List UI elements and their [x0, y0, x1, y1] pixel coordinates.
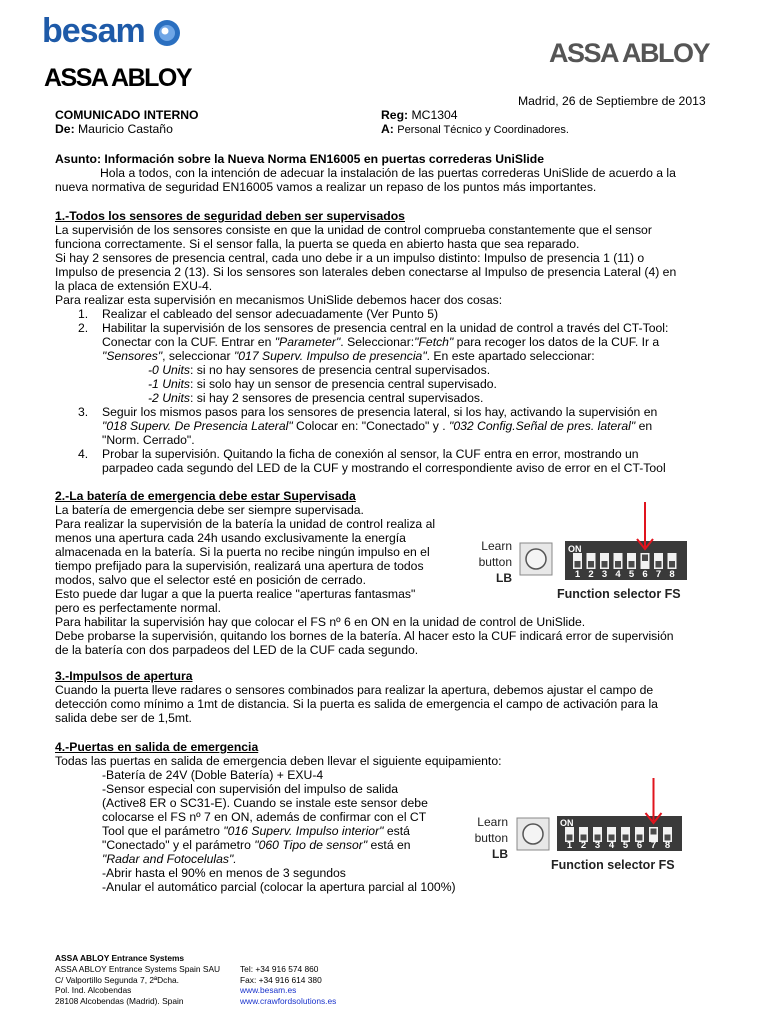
paragraph-line: Para realizar la supervisión de la batería la unidad de control realiza al — [55, 517, 436, 531]
section-heading: 3.-Impulsos de apertura — [55, 669, 193, 683]
intro-line: Hola a todos, con la intención de adecuar la instalación de las puertas correderas UniSlide de acuerdo a la — [100, 166, 676, 180]
document-date: Madrid, 26 de Septiembre de 2013 — [518, 94, 706, 108]
list-item: Habilitar la supervisión de los sensores de presencia central en la unidad de control a través del CT-Tool: — [102, 321, 669, 335]
paragraph-line: pero es perfectamente normal. — [55, 601, 221, 615]
learn-button-label: Learn button LB — [478, 539, 512, 585]
paragraph-line: modos, salvo que el selector esté en posición de cerrado. — [55, 573, 366, 587]
figure-caption: Function selector FS — [557, 587, 681, 601]
equipment-item: -Batería de 24V (Doble Batería) + EXU-4 — [102, 768, 324, 782]
from-label: De: — [55, 122, 75, 136]
switch-number: 4 — [608, 840, 615, 851]
paragraph-line: funciona correctamente. Si el sensor falla, la puerta se queda en abierto hasta que sea reparado. — [55, 237, 580, 251]
footer-address: Pol. Ind. Alcobendas — [55, 985, 132, 995]
footer-address: 28108 Alcobendas (Madrid). Spain — [55, 995, 184, 1006]
switch-number: 2 — [588, 569, 594, 580]
paragraph-line: Cuando la puerta lleve radares o sensores combinados para realizar la apertura, debemos ajustar el campo de — [55, 683, 654, 697]
switch-number: 1 — [574, 569, 581, 580]
besam-logo: besam — [42, 12, 145, 51]
footer-tel: Tel: +34 916 574 860 — [240, 964, 319, 974]
red-arrow-icon — [637, 502, 653, 549]
switch-number: 7 — [655, 569, 662, 580]
on-label: ON — [560, 818, 574, 828]
footer-company: ASSA ABLOY Entrance Systems Spain SAU — [55, 964, 221, 974]
equipment-item: (Active8 ER o SC31-E). Cuando se instale este sensor debe — [102, 796, 428, 810]
paragraph-line: salida debe ser de 1,5mt. — [55, 711, 192, 725]
paragraph-line: la placa de extensión EXU-4. — [55, 279, 213, 293]
assa-abloy-logo-right: ASSA ABLOY — [549, 38, 710, 68]
learn-button-label: Learn button LB — [474, 815, 508, 861]
on-label: ON — [568, 544, 582, 554]
switch-number: 3 — [594, 840, 601, 851]
list-number: 1. — [78, 307, 89, 321]
equipment-item: "Conectado" y el parámetro "060 Tipo de sensor" está en — [102, 838, 411, 852]
paragraph-line: almacenada en la batería. Si la puerta no recibe ningún impulso en el — [55, 545, 430, 559]
switch-number: 7 — [650, 840, 657, 851]
dip-switch-knob — [602, 561, 608, 568]
paragraph-line: de la batería con dos parpadeos del LED de la CUF cada segundo. — [55, 643, 419, 657]
switch-number: 8 — [664, 840, 671, 851]
paragraph-line: menos una apertura cada 24h usando exclusivamente la energía — [55, 531, 406, 545]
learn-button-knob — [523, 824, 543, 844]
dip-switch-knob — [588, 561, 594, 568]
equipment-item: Tool que el parámetro "016 Superv. Impulso interior" está — [102, 824, 410, 838]
paragraph-line: Esto puede dar lugar a que la puerta realice "aperturas fantasmas" — [55, 587, 416, 601]
reg-label: Reg: — [381, 108, 409, 122]
switch-number: 8 — [669, 569, 675, 580]
section-heading: 4.-Puertas en salida de emergencia — [55, 740, 259, 754]
dip-switch-knob — [669, 561, 675, 568]
switch-number: 2 — [580, 840, 587, 851]
list-item-continued: "Norm. Cerrado". — [102, 433, 195, 447]
paragraph-line: Para habilitar la supervisión hay que colocar el FS nº 6 en ON en la unidad de control de UniSlide. — [55, 615, 586, 629]
paragraph-line: La batería de emergencia debe ser siempre supervisada. — [55, 503, 364, 517]
to-label: A: — [381, 122, 394, 136]
footer-fax: Fax: +34 916 614 380 — [240, 974, 322, 985]
reg-value: MC1304 — [411, 108, 458, 122]
learn-button-knob — [526, 549, 546, 569]
dip-switch-knob — [651, 829, 657, 835]
paragraph-line: detección como mínimo a 1mt de distancia. Si la puerta es salida de emergencia el campo de activación para la — [55, 697, 658, 711]
equipment-item: -Abrir hasta el 90% en menos de 3 segundos — [102, 866, 346, 880]
paragraph-line: Impulso de presencia 2 (13). Si los sensores son laterales deben conectarse al Impulso de presencia Lateral (4) en — [55, 265, 677, 279]
equipment-item: "Radar and Fotocelulas". — [102, 852, 237, 866]
dip-switch-knob — [615, 561, 621, 568]
list-item-continued: "018 Superv. De Presencia Lateral" Colocar en: "Conectado" y . "032 Config.Señal de pres. lateral" en — [102, 419, 653, 433]
switch-number: 3 — [601, 569, 608, 580]
assa-abloy-logo-left: ASSA ABLOY — [44, 64, 192, 92]
paragraph-line: Debe probarse la supervisión, quitando los bornes de la batería. Al hacer esto la CUF indicará error de supervisión — [55, 629, 674, 643]
list-item-continued: parpadeo cada segundo del LED de la CUF y mostrando el correspondiente aviso de error en el CT-Tool — [102, 461, 666, 475]
dip-switch-knob — [642, 555, 648, 562]
footer-web-link[interactable]: www.besam.es — [240, 985, 297, 995]
list-number: 2. — [78, 321, 89, 335]
switch-number: 6 — [642, 569, 648, 580]
paragraph-line: Si hay 2 sensores de presencia central, cada uno debe ir a un impulso distinto: Impulso de presencia 1 (11) o — [55, 251, 645, 265]
dip-switch-knob — [629, 561, 635, 568]
list-item: Realizar el cableado del sensor adecuadamente (Ver Punto 5) — [102, 307, 439, 321]
switch-number: 5 — [628, 569, 635, 580]
list-item-continued: Conectar con la CUF. Entrar en "Parameter". Seleccionar:"Fetch" para recoger los datos de la CUF. Ir a — [102, 335, 660, 349]
intro-line: nueva normativa de seguridad EN16005 vamos a realizar un repaso de los puntos más importantes. — [55, 180, 597, 194]
units-option: -1 Units: si solo hay un sensor de presencia central supervisado. — [148, 377, 497, 391]
switch-number: 6 — [636, 840, 643, 851]
function-selector-figure — [470, 500, 700, 605]
dip-switch-knob — [575, 561, 581, 568]
reg-field — [381, 108, 458, 122]
paragraph-line: Para realizar esta supervisión en mecanismos UniSlide debemos hacer dos cosas: — [55, 293, 503, 307]
list-number: 3. — [78, 405, 89, 419]
list-item: Seguir los mismos pasos para los sensores de presencia lateral, si los hay, activando la supervisión en — [102, 405, 658, 419]
paragraph-line: La supervisión de los sensores consiste en que la unidad de control comprueba constantemente que el sensor — [55, 223, 652, 237]
list-number: 4. — [78, 447, 89, 461]
memo-title: COMUNICADO INTERNO — [55, 108, 199, 122]
paragraph-line: tiempo prefijado para la supervisión, realizará una apertura de todos — [55, 559, 424, 573]
list-item-continued: "Sensores", seleccionar "017 Superv. Impulso de presencia". En este apartado seleccionar: — [102, 349, 595, 363]
footer-web-link[interactable]: www.crawfordsolutions.es — [240, 995, 337, 1006]
units-option: -0 Units: si no hay sensores de presencia central supervisados. — [148, 363, 491, 377]
to-field — [381, 122, 569, 136]
equipment-item: colocarse el FS nº 7 en ON, además de confirmar con el CT — [102, 810, 427, 824]
from-value: Mauricio Castaño — [78, 122, 173, 136]
paragraph-line: Todas las puertas en salida de emergencia deben llevar el siguiente equipamiento: — [55, 754, 502, 768]
section-heading: 1.-Todos los sensores de seguridad deben ser supervisados — [55, 209, 405, 223]
function-selector-figure — [468, 776, 698, 881]
footer-company-bold: ASSA ABLOY Entrance Systems — [55, 953, 185, 963]
units-option: -2 Units: si hay 2 sensores de presencia central supervisados. — [148, 391, 484, 405]
figure-caption: Function selector FS — [551, 858, 675, 872]
to-value: Personal Técnico y Coordinadores. — [397, 124, 569, 136]
section-heading: 2.-La batería de emergencia debe estar Supervisada — [55, 489, 356, 503]
switch-number: 5 — [622, 840, 629, 851]
equipment-item: -Sensor especial con supervisión del impulso de salida — [102, 782, 399, 796]
besam-globe-icon — [152, 18, 182, 48]
equipment-item: -Anular el automático parcial (colocar la apertura parcial al 100%) — [102, 880, 456, 894]
subject-line: Asunto: Información sobre la Nueva Norma EN16005 en puertas correderas UniSlide — [55, 152, 545, 166]
from-field — [55, 122, 173, 136]
red-arrow-icon — [646, 778, 662, 823]
list-item: Probar la supervisión. Quitando la ficha de conexión al sensor, la CUF entra en error, mostrando un — [102, 447, 639, 461]
dip-switch-knob — [656, 561, 662, 568]
footer-address: C/ Valportillo Segunda 7, 2ªDcha. — [55, 974, 179, 985]
switch-number: 1 — [566, 840, 573, 851]
switch-number: 4 — [615, 569, 621, 580]
